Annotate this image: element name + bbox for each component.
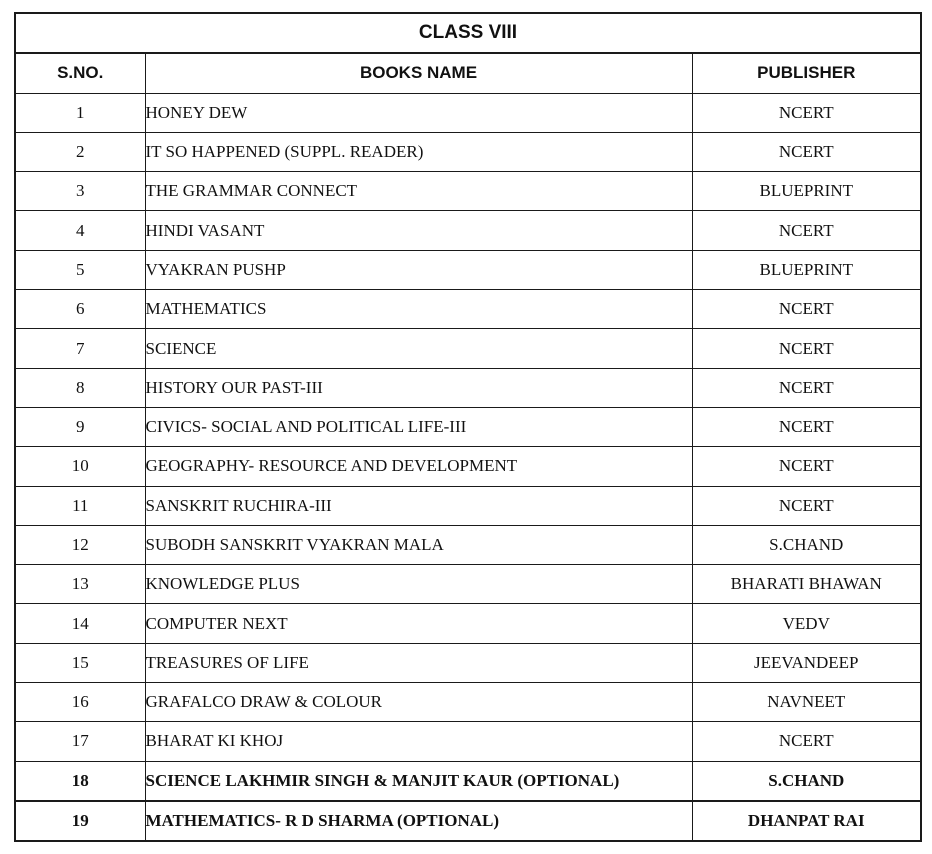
cell-publisher: BHARATI BHAWAN — [692, 565, 921, 604]
cell-publisher: BLUEPRINT — [692, 250, 921, 289]
cell-publisher: NCERT — [692, 329, 921, 368]
cell-sno: 5 — [15, 250, 145, 289]
cell-publisher: S.CHAND — [692, 761, 921, 801]
table-row — [15, 801, 921, 841]
cell-sno: 18 — [15, 761, 145, 801]
cell-book-name: TREASURES OF LIFE — [145, 643, 692, 682]
table-row — [15, 486, 921, 525]
cell-book-name: SCIENCE — [145, 329, 692, 368]
cell-book-name: VYAKRAN PUSHP — [145, 250, 692, 289]
cell-sno: 2 — [15, 132, 145, 171]
cell-publisher: NCERT — [692, 93, 921, 132]
table-row — [15, 211, 921, 250]
cell-book-name: SANSKRIT RUCHIRA-III — [145, 486, 692, 525]
cell-book-name: GEOGRAPHY- RESOURCE AND DEVELOPMENT — [145, 447, 692, 486]
cell-book-name: BHARAT KI KHOJ — [145, 722, 692, 761]
cell-sno: 3 — [15, 172, 145, 211]
table-row — [15, 93, 921, 132]
cell-publisher: NCERT — [692, 722, 921, 761]
cell-publisher: NCERT — [692, 132, 921, 171]
cell-book-name: HINDI VASANT — [145, 211, 692, 250]
cell-book-name: HISTORY OUR PAST-III — [145, 368, 692, 407]
cell-sno: 17 — [15, 722, 145, 761]
table-row — [15, 368, 921, 407]
table-row — [15, 683, 921, 722]
cell-sno: 15 — [15, 643, 145, 682]
cell-book-name: SUBODH SANSKRIT VYAKRAN MALA — [145, 525, 692, 564]
table-row — [15, 604, 921, 643]
cell-book-name: MATHEMATICS — [145, 290, 692, 329]
cell-publisher: NCERT — [692, 486, 921, 525]
table-row — [15, 525, 921, 564]
cell-publisher: JEEVANDEEP — [692, 643, 921, 682]
cell-publisher: NCERT — [692, 447, 921, 486]
cell-sno: 4 — [15, 211, 145, 250]
cell-publisher: S.CHAND — [692, 525, 921, 564]
cell-sno: 6 — [15, 290, 145, 329]
cell-publisher: BLUEPRINT — [692, 172, 921, 211]
cell-publisher: VEDV — [692, 604, 921, 643]
cell-publisher: DHANPAT RAI — [692, 801, 921, 841]
table-row — [15, 565, 921, 604]
cell-sno: 14 — [15, 604, 145, 643]
cell-publisher: NCERT — [692, 368, 921, 407]
cell-book-name: MATHEMATICS- R D SHARMA (OPTIONAL) — [145, 801, 692, 841]
cell-book-name: HONEY DEW — [145, 93, 692, 132]
cell-sno: 13 — [15, 565, 145, 604]
table-row — [15, 290, 921, 329]
table-body — [15, 93, 921, 841]
cell-sno: 11 — [15, 486, 145, 525]
table-row — [15, 643, 921, 682]
cell-publisher: NCERT — [692, 407, 921, 446]
table-row — [15, 250, 921, 289]
table-row — [15, 447, 921, 486]
cell-sno: 19 — [15, 801, 145, 841]
table-row — [15, 172, 921, 211]
cell-book-name: IT SO HAPPENED (SUPPL. READER) — [145, 132, 692, 171]
cell-book-name: CIVICS- SOCIAL AND POLITICAL LIFE-III — [145, 407, 692, 446]
book-list-table — [14, 12, 922, 842]
header-publisher: PUBLISHER — [692, 53, 921, 93]
cell-book-name: KNOWLEDGE PLUS — [145, 565, 692, 604]
cell-sno: 7 — [15, 329, 145, 368]
cell-sno: 16 — [15, 683, 145, 722]
header-books-name: BOOKS NAME — [145, 53, 692, 93]
table-title: CLASS VIII — [15, 13, 921, 53]
cell-sno: 8 — [15, 368, 145, 407]
header-sno: S.NO. — [15, 53, 145, 93]
cell-publisher: NCERT — [692, 211, 921, 250]
cell-publisher: NCERT — [692, 290, 921, 329]
table-row — [15, 407, 921, 446]
cell-publisher: NAVNEET — [692, 683, 921, 722]
cell-sno: 12 — [15, 525, 145, 564]
cell-book-name: GRAFALCO DRAW & COLOUR — [145, 683, 692, 722]
cell-sno: 10 — [15, 447, 145, 486]
table-row — [15, 722, 921, 761]
cell-sno: 1 — [15, 93, 145, 132]
cell-book-name: SCIENCE LAKHMIR SINGH & MANJIT KAUR (OPTIONAL) — [145, 761, 692, 801]
table-row — [15, 329, 921, 368]
cell-book-name: THE GRAMMAR CONNECT — [145, 172, 692, 211]
cell-sno: 9 — [15, 407, 145, 446]
table-row — [15, 761, 921, 801]
cell-book-name: COMPUTER NEXT — [145, 604, 692, 643]
table-row — [15, 132, 921, 171]
